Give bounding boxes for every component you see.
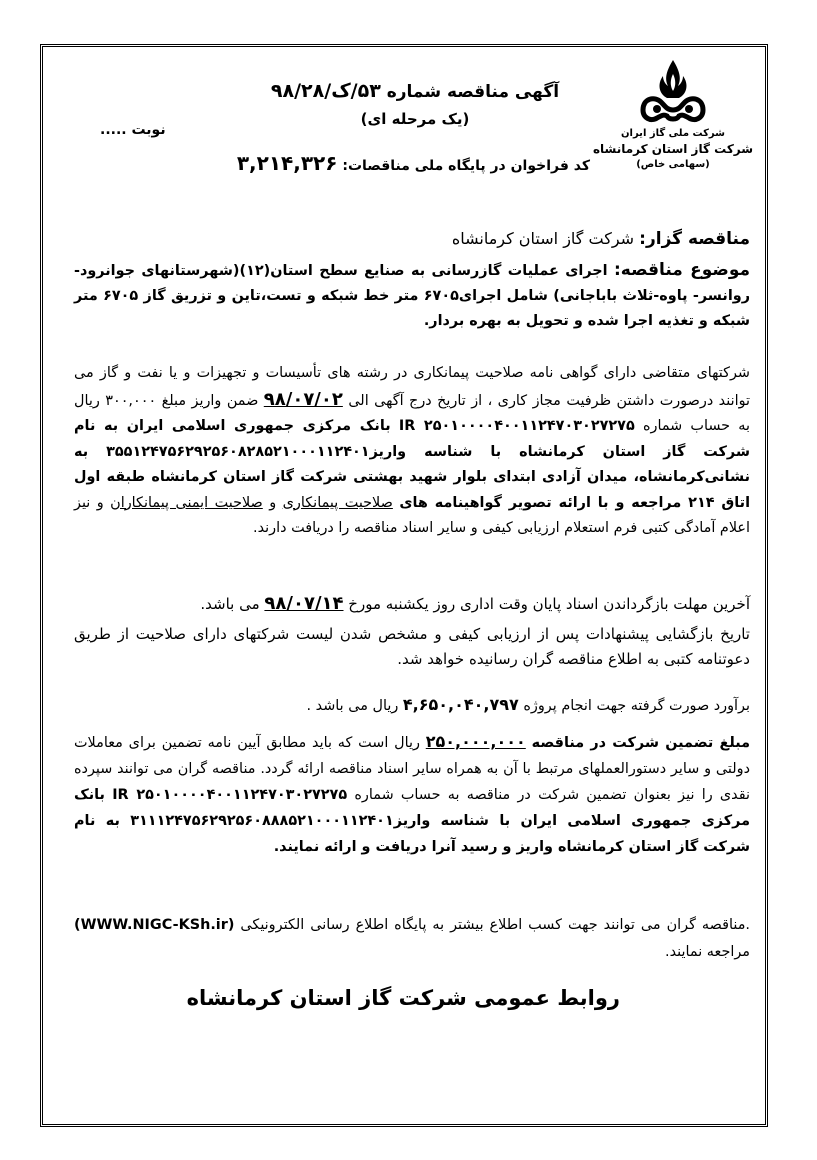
eligibility-and: و	[269, 494, 277, 511]
call-code-line	[230, 151, 590, 175]
company-logo	[587, 58, 759, 184]
eligibility-paragraph	[74, 361, 750, 542]
website-link[interactable]: (WWW.NIGC-KSh.ir)	[74, 917, 235, 933]
guarantee-text-c: بانک مرکزی جمهوری اسلامی ایران با شناسه واریز۳۱۱۱۲۴۷۵۶۲۹۲۵۶۰۸۸۸۵۲۱۰۰۰۱۱۲۴۰۱ به نام شرکت گاز استان کرمانشاه واریز و رسید آنرا دریافت و ارائه نمایند.	[74, 787, 750, 855]
info-suffix: مراجعه نمایند.	[665, 944, 750, 960]
tenderer-line	[74, 226, 750, 252]
return-deadline-line	[74, 591, 750, 617]
logo-company-name: شرکت ملی گاز ایران	[621, 128, 725, 139]
eligibility-text-d: و نیز اعلام آمادگی کتبی فرم استعلام ارزیابی کیفی و سایر اسناد مناقصه را دریافت دارند.	[74, 494, 750, 536]
tenderer-label: مناقصه گزار:	[639, 229, 750, 249]
estimate-suffix: ریال می باشد .	[306, 698, 399, 714]
guarantee-account-number: IR ۲۵۰۱۰۰۰۰۴۰۰۱۱۲۴۷۰۳۰۲۷۲۷۵	[112, 787, 348, 803]
logo-branch-name: شرکت گاز استان کرمانشاه	[592, 142, 754, 156]
guarantee-paragraph	[74, 729, 750, 860]
return-deadline-date: ۹۸/۰۷/۱۴	[264, 593, 344, 614]
estimate-text: برآورد صورت گرفته جهت انجام پروژه	[523, 698, 750, 714]
tender-subtitle: (یک مرحله ای)	[360, 110, 470, 128]
guarantee-text-a: مبلغ تضمین شرکت در مناقصه	[531, 735, 751, 751]
info-paragraph	[74, 912, 750, 966]
estimate-amount: ۴,۶۵۰,۰۴۰,۷۹۷	[402, 695, 519, 714]
account-number: IR ۲۵۰۱۰۰۰۰۴۰۰۱۱۲۴۷۰۳۰۲۷۲۷۵	[398, 418, 635, 434]
subject-label: موضوع مناقصه:	[613, 260, 750, 280]
tender-title-prefix: آگهی مناقصه شماره	[386, 82, 560, 102]
eligibility-text-c: بانک مرکزی جمهوری اسلامی ایران به نام شرکت گاز استان کرمانشاه با شناسه واریز۳۵۵۱۲۴۷۵۶۲۹۲۵۶۰۸۲۸۵۲۱۰۰۰۱۱۲۴۰۱ به نشانی‌کرمانشاه، میدان آزادی ابتدای بلوار شهید بهشتی شرکت گاز استان کرمانشاه طبقه اول اتاق ۲۱۴ مراجعه و با ارائه تصویر گواهینامه های	[74, 418, 751, 511]
call-code-value: ۳,۲۱۴,۳۲۶	[236, 151, 338, 175]
opening-paragraph: تاریخ بازگشایی پیشنهادات پس از ارزیابی کیفی و مشخص شدن لیست شرکتهای دارای صلاحیت از طریق دعوتنامه کتبی به اطلاع مناقصه گران رسانیده خواهد شد.	[74, 625, 750, 668]
eligibility-text-a: شرکتهای متقاضی دارای گواهی نامه صلاحیت پیمانکاری در رشته های تأسیسات و تجهیزات و یا نفت و گاز می توانند درصورت داشتن ظرفیت مجاز کاری ، از تاریخ درج آگهی الی	[74, 365, 751, 409]
public-relations-signature: روابط عمومی شرکت گاز استان کرمانشاه	[186, 986, 620, 1010]
guarantee-amount: ۲۵۰,۰۰۰,۰۰۰	[425, 732, 526, 751]
eligibility-text-b: ضمن واریز مبلغ ۳۰۰,۰۰۰ ریال به حساب شماره	[74, 392, 750, 434]
document-deadline-date: ۹۸/۰۷/۰۲	[263, 388, 343, 410]
estimate-line	[74, 692, 750, 719]
subject-text: اجرای عملیات گازرسانی به صنایع سطح استان(۱۲)(شهرستانهای جوانرود-روانسر- پاوه-ثلاث باباجانی) شامل اجرای۶۷۰۵ متر خط شبکه و تست،تاین و تزریق گاز ۶۷۰۵ متر شبکه و تغذیه اجرا شده و تحویل به بهره بردار.	[74, 263, 750, 329]
return-deadline-text: آخرین مهلت بازگرداندن اسناد پایان وقت اداری روز یکشنبه مورخ	[348, 595, 750, 613]
logo-company-type: (سهامی خاص)	[636, 159, 710, 170]
publication-turn: نوبت .....	[100, 122, 166, 138]
return-deadline-suffix: می باشد.	[200, 595, 260, 613]
subject-paragraph	[74, 258, 750, 334]
safety-qualification: صلاحیت ایمنی پیمانکاران	[110, 494, 263, 511]
tender-title	[250, 80, 580, 102]
call-code-label: کد فراخوان در پایگاه ملی مناقصات:	[342, 158, 590, 174]
nigc-flame-icon	[637, 58, 709, 128]
contractor-qualification: صلاحیت پیمانکاری	[282, 494, 393, 511]
guarantee-text-b: ریال است که باید مطابق آیین نامه تضمین برای معاملات دولتی و سایر دستورالعملهای مرتبط با آن به همراه سایر اسناد مناقصه ارائه گردد. مناقصه گران می توانند سپرده نقدی را نیز بعنوان تضمین شرکت در مناقصه به حساب شماره	[74, 735, 751, 803]
tender-number: ۵۳/ک/۹۸/۲۸	[270, 80, 381, 102]
info-text: .مناقصه گران می توانند جهت کسب اطلاع بیشتر به پایگاه اطلاع رسانی الکترونیکی	[240, 917, 750, 933]
tenderer-value: شرکت گاز استان کرمانشاه	[451, 229, 635, 248]
